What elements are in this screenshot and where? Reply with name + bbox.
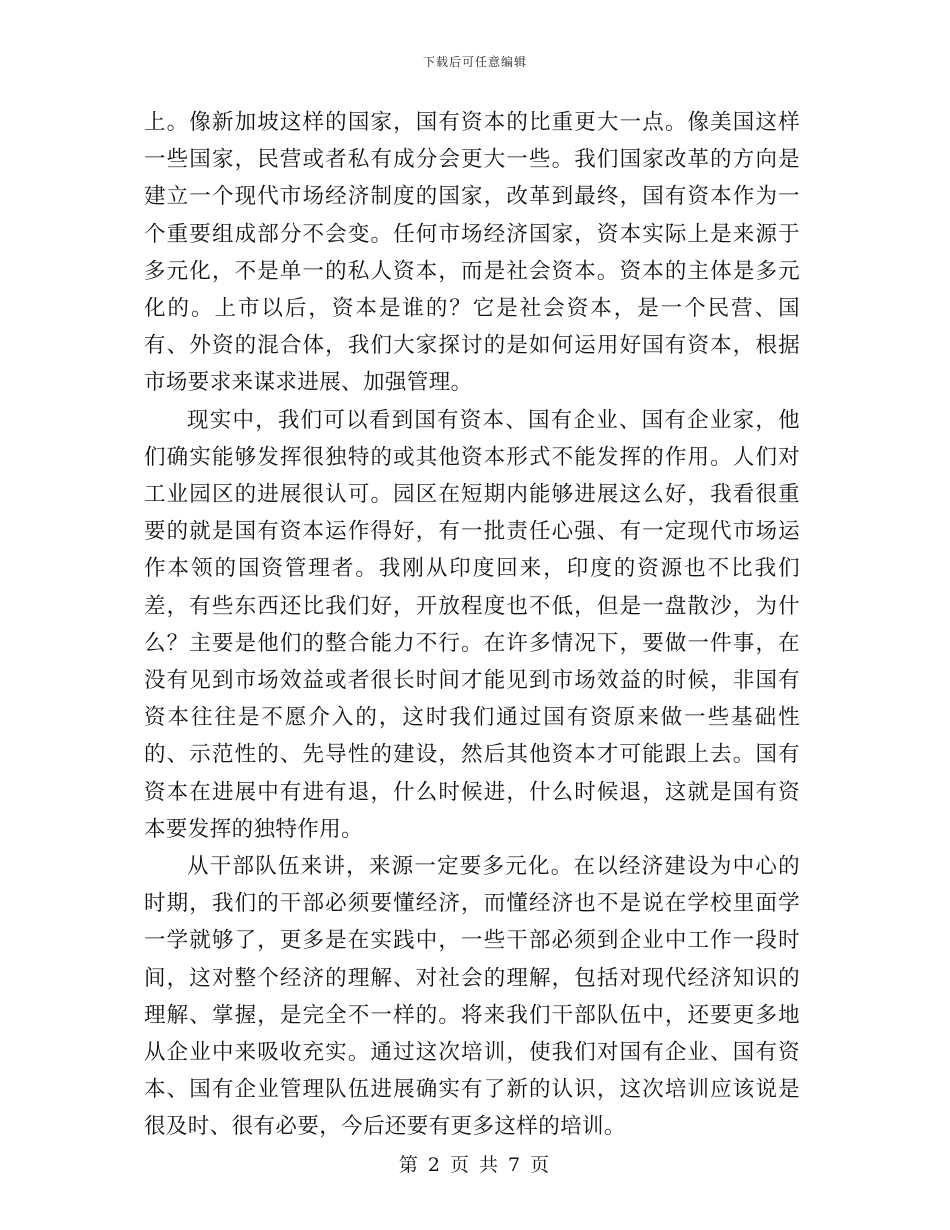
paragraph-continued: 上。像新加坡这样的国家，国有资本的比重更大一点。像美国这样一些国家，民营或者私有成分会更大一些。我们国家改革的方向是建立一个现代市场经济制度的国家，改革到最终，国有资本作为一个重要组成部分不会变。任何市场经济国家，资本实际上是来源于多元化，不是单一的私人资本，而是社会资本。资本的主体是多元化的。上市以后，资本是谁的？它是社会资本，是一个民营、国有、外资的混合体，我们大家探讨的是如何运用好国有资本，根据市场要求来谋求进展、加强管理。 bbox=[144, 110, 800, 396]
paragraph: 现实中，我们可以看到国有资本、国有企业、国有企业家，他们确实能够发挥很独特的或其他资本形式不能发挥的作用。人们对工业园区的进展很认可。园区在短期内能够进展这么好，我看很重要的就是国有资本运作得好，有一批责任心强、有一定现代市场运作本领的国资管理者。我刚从印度回来，印度的资源也不比我们差，有些东西还比我们好，开放程度也不低，但是一盘散沙，为什么？主要是他们的整合能力不行。在许多情况下，要做一件事，在没有见到市场效益或者很长时间才能见到市场效益的时候，非国有资本往往是不愿介入的，这时我们通过国有资原来做一些基础性的、示范性的、先导性的建设，然后其他资本才可能跟上去。国有资本在进展中有进有退，什么时候进，什么时候退，这就是国有资本要发挥的独特作用。 bbox=[144, 407, 800, 842]
document-body bbox=[144, 104, 800, 1146]
page-number-footer: 第 2 页 共 7 页 bbox=[398, 1154, 552, 1176]
page-header: 下载后可任意编辑 bbox=[422, 55, 527, 69]
paragraph: 从干部队伍来讲，来源一定要多元化。在以经济建设为中心的时期，我们的干部必须要懂经济，而懂经济也不是说在学校里面学一学就够了，更多是在实践中，一些干部必须到企业中工作一段时间，这对整个经济的理解、对社会的理解，包括对现代经济知识的理解、掌握，是完全不一样的。将来我们干部队伍中，还要更多地从企业中来吸收充实。通过这次培训，使我们对国有企业、国有资本、国有企业管理队伍进展确实有了新的认识，这次培训应该说是很及时、很有必要，今后还要有更多这样的培训。 bbox=[144, 854, 800, 1140]
